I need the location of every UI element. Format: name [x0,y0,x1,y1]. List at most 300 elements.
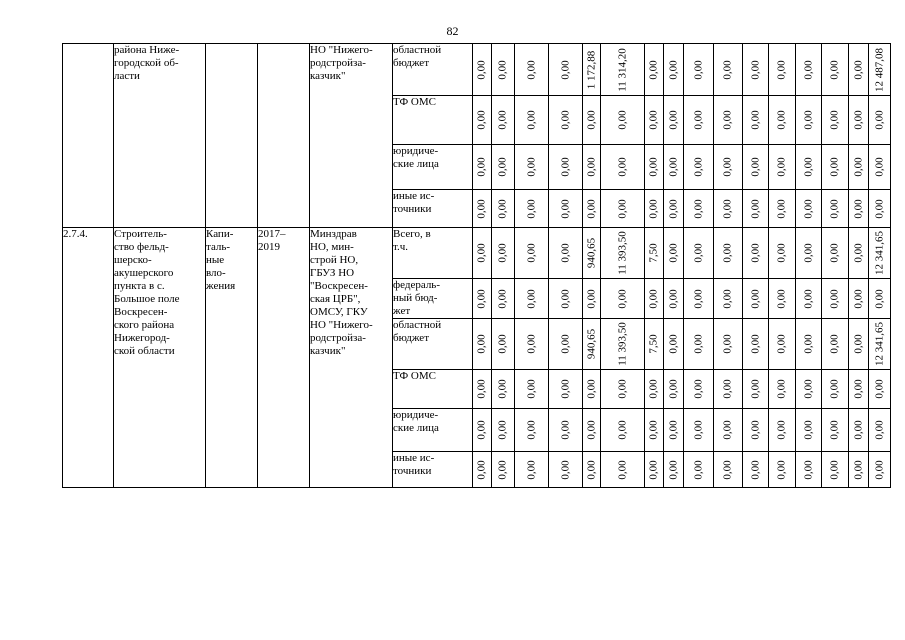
value-text: 0,00 [852,59,864,80]
value-cell [849,409,869,452]
value-text: 0,00 [721,459,734,480]
funding-source-cell: юридиче- ские лица [393,145,473,190]
value-text: 11 393,50 [616,322,628,366]
value-cell [684,228,714,279]
value-cell [664,279,684,319]
value-text: 0,00 [475,59,488,80]
funding-source-cell: иные ис- точники [393,452,473,488]
value-cell [822,370,849,409]
value-text: 0,00 [475,334,488,354]
value-text: 0,00 [692,59,704,80]
value-cell [473,279,492,319]
value-text: 0,00 [775,243,788,263]
value-cell [796,409,822,452]
value-cell [664,44,684,96]
value-cell [869,279,891,319]
value-cell [822,319,849,370]
value-text: 0,00 [616,110,628,130]
value-cell [849,370,869,409]
value-cell [664,370,684,409]
value-text: 0,00 [475,157,488,177]
type-cell [206,44,258,228]
budget-table [62,43,891,488]
value-cell [583,96,601,145]
value-text: 0,00 [692,379,704,399]
value-text: 0,00 [775,459,788,480]
value-text: 0,00 [585,110,597,130]
value-text: 0,00 [667,379,679,399]
value-cell [549,228,583,279]
value-text: 0,00 [585,198,597,219]
value-cell [473,452,492,488]
value-cell [473,190,492,228]
value-text: 11 314,20 [616,47,628,92]
value-text: 0,00 [647,59,660,80]
value-cell [601,145,645,190]
value-text: 0,00 [852,334,864,354]
value-cell [849,452,869,488]
value-text: 0,00 [828,157,841,177]
value-cell [769,145,796,190]
value-cell [664,452,684,488]
value-text: 0,00 [647,198,660,219]
value-text: 0,00 [616,379,628,399]
value-cell [601,190,645,228]
period-cell [258,44,310,228]
value-cell [822,452,849,488]
value-text: 0,00 [721,110,734,130]
value-cell [714,279,743,319]
value-cell [743,279,769,319]
value-text: 0,00 [559,157,571,177]
object-cell: Строитель- ство фельд- шерско- акушерского пункта в с. Большое поле Воскресен- ского района Нижегород- ской области [114,228,206,488]
value-cell [601,279,645,319]
value-cell [492,409,515,452]
value-text: 0,00 [667,157,679,177]
value-text: 0,00 [559,379,571,399]
value-text: 0,00 [647,420,660,440]
value-cell [549,145,583,190]
value-text: 0,00 [559,420,571,440]
value-text: 0,00 [775,157,788,177]
period-cell: 2017– 2019 [258,228,310,488]
value-cell [684,145,714,190]
value-cell [714,44,743,96]
value-cell [601,228,645,279]
value-cell [684,279,714,319]
value-cell [549,370,583,409]
funding-source-cell: иные ис- точники [393,190,473,228]
value-cell [714,452,743,488]
funding-source-cell: ТФ ОМС [393,370,473,409]
value-text: 0,00 [667,288,679,309]
value-cell [601,44,645,96]
value-text: 0,00 [802,157,814,177]
value-text: 0,00 [496,334,509,354]
value-cell [515,228,549,279]
value-cell [664,145,684,190]
executor-cell: НО "Нижего- родстройза- казчик" [310,44,393,228]
value-cell [714,319,743,370]
table-row [63,44,891,96]
value-cell [601,96,645,145]
value-text: 0,00 [667,420,679,440]
value-cell [549,96,583,145]
value-cell [849,44,869,96]
value-cell [743,409,769,452]
value-cell [796,370,822,409]
value-cell [583,228,601,279]
value-cell [822,279,849,319]
value-cell [684,409,714,452]
value-cell [743,190,769,228]
value-cell [492,44,515,96]
value-text: 0,00 [802,459,814,480]
value-text: 0,00 [852,420,864,440]
value-cell [583,452,601,488]
value-text: 0,00 [802,243,814,263]
value-cell [492,452,515,488]
value-text: 0,00 [692,334,704,354]
value-cell [869,409,891,452]
value-text: 12 487,08 [873,47,885,92]
value-text: 0,00 [721,59,734,80]
value-cell [473,96,492,145]
value-cell [869,190,891,228]
value-cell [583,44,601,96]
value-text: 0,00 [775,379,788,399]
value-cell [515,44,549,96]
value-text: 0,00 [802,110,814,130]
value-text: 0,00 [585,420,597,440]
value-text: 0,00 [749,243,761,263]
value-cell [822,145,849,190]
value-text: 0,00 [749,379,761,399]
value-text: 0,00 [721,157,734,177]
value-cell [714,145,743,190]
value-text: 0,00 [828,420,841,440]
value-text: 0,00 [496,379,509,399]
value-cell [822,96,849,145]
value-text: 12 341,65 [873,322,885,366]
value-text: 0,00 [828,459,841,480]
value-text: 940,65 [585,328,597,360]
value-text: 0,00 [559,288,571,309]
value-text: 0,00 [749,59,761,80]
value-text: 0,00 [873,288,885,309]
funding-source-cell: областной бюджет [393,319,473,370]
value-text: 0,00 [692,288,704,309]
funding-source-cell: Всего, в т.ч. [393,228,473,279]
value-cell [743,452,769,488]
value-cell [664,409,684,452]
value-text: 0,00 [802,420,814,440]
value-cell [769,96,796,145]
value-cell [684,319,714,370]
value-text: 0,00 [525,157,537,177]
value-cell [684,452,714,488]
value-cell [869,319,891,370]
value-text: 0,00 [667,110,679,130]
value-text: 11 393,50 [616,231,628,275]
value-cell [796,190,822,228]
value-text: 0,00 [802,334,814,354]
value-text: 0,00 [749,157,761,177]
value-text: 0,00 [525,59,537,80]
value-cell [769,279,796,319]
value-text: 0,00 [475,243,488,263]
value-cell [473,409,492,452]
value-cell [869,452,891,488]
value-text: 0,00 [721,198,734,219]
value-cell [743,44,769,96]
value-cell [796,319,822,370]
value-cell [796,44,822,96]
value-cell [601,409,645,452]
value-cell [849,228,869,279]
value-text: 0,00 [692,420,704,440]
value-text: 0,00 [647,157,660,177]
value-cell [601,370,645,409]
value-text: 0,00 [475,110,488,130]
value-text: 0,00 [775,59,788,80]
value-cell [645,370,664,409]
value-text: 0,00 [828,334,841,354]
value-cell [769,319,796,370]
value-text: 0,00 [496,110,509,130]
value-cell [869,370,891,409]
value-cell [473,228,492,279]
value-text: 0,00 [616,157,628,177]
value-text: 0,00 [721,420,734,440]
value-cell [492,190,515,228]
value-text: 0,00 [616,198,628,219]
value-text: 0,00 [802,288,814,309]
value-cell [849,279,869,319]
value-text: 0,00 [852,157,864,177]
value-cell [769,44,796,96]
value-cell [769,409,796,452]
value-cell [583,145,601,190]
value-text: 0,00 [667,334,679,354]
value-text: 0,00 [525,459,537,480]
value-cell [769,228,796,279]
value-cell [684,44,714,96]
value-text: 0,00 [852,198,864,219]
value-text: 0,00 [828,110,841,130]
value-cell [601,452,645,488]
value-text: 0,00 [775,334,788,354]
value-cell [849,96,869,145]
value-text: 0,00 [667,59,679,80]
value-text: 0,00 [873,420,885,440]
value-cell [549,279,583,319]
value-text: 940,65 [585,237,597,269]
value-cell [796,452,822,488]
value-cell [869,145,891,190]
value-text: 0,00 [525,288,537,309]
value-text: 0,00 [721,288,734,309]
value-text: 0,00 [749,459,761,480]
value-text: 1 172,88 [585,50,597,89]
value-cell [515,370,549,409]
value-cell [714,190,743,228]
value-text: 0,00 [852,110,864,130]
value-text: 0,00 [559,243,571,263]
value-cell [645,409,664,452]
value-text: 7,50 [647,243,660,263]
value-text: 0,00 [828,288,841,309]
value-text: 0,00 [852,243,864,263]
value-text: 0,00 [496,59,509,80]
value-cell [822,190,849,228]
funding-source-cell: ТФ ОМС [393,96,473,145]
value-text: 0,00 [647,288,660,309]
value-text: 0,00 [616,288,628,309]
value-cell [549,190,583,228]
value-text: 0,00 [667,459,679,480]
value-cell [869,228,891,279]
value-text: 0,00 [692,110,704,130]
value-text: 0,00 [475,420,488,440]
value-cell [714,96,743,145]
value-cell [583,319,601,370]
value-text: 0,00 [559,198,571,219]
value-cell [549,44,583,96]
value-text: 0,00 [496,243,509,263]
table-row [63,228,891,279]
value-text: 0,00 [692,243,704,263]
value-text: 0,00 [802,379,814,399]
funding-source-cell: федераль- ный бюд- жет [393,279,473,319]
value-text: 0,00 [721,379,734,399]
value-cell [473,370,492,409]
value-cell [743,370,769,409]
value-cell [549,409,583,452]
value-cell [714,370,743,409]
value-cell [492,319,515,370]
value-cell [583,370,601,409]
value-text: 0,00 [475,459,488,480]
value-text: 0,00 [585,459,597,480]
type-cell: Капи- таль- ные вло- жения [206,228,258,488]
value-cell [645,44,664,96]
value-text: 0,00 [667,198,679,219]
value-text: 0,00 [559,334,571,354]
value-cell [796,279,822,319]
funding-source-cell: юридиче- ские лица [393,409,473,452]
value-cell [645,279,664,319]
value-cell [645,228,664,279]
value-text: 0,00 [828,243,841,263]
value-cell [849,145,869,190]
value-cell [473,145,492,190]
value-text: 0,00 [749,334,761,354]
value-cell [515,409,549,452]
value-cell [769,370,796,409]
value-text: 0,00 [667,243,679,263]
value-cell [549,452,583,488]
value-text: 0,00 [585,288,597,309]
executor-cell: Минздрав НО, мин- строй НО, ГБУЗ НО "Воскресен- ская ЦРБ", ОМСУ, ГКУ НО "Нижего- родстройза- казчик" [310,228,393,488]
value-text: 0,00 [647,379,660,399]
value-cell [743,145,769,190]
value-text: 0,00 [802,59,814,80]
value-text: 0,00 [692,198,704,219]
value-text: 0,00 [525,243,537,263]
value-text: 0,00 [647,459,660,480]
value-text: 0,00 [775,288,788,309]
value-cell [664,96,684,145]
value-cell [796,96,822,145]
value-cell [684,190,714,228]
value-text: 0,00 [559,110,571,130]
value-cell [583,190,601,228]
value-text: 0,00 [475,198,488,219]
value-cell [583,409,601,452]
value-cell [473,319,492,370]
value-text: 0,00 [525,110,537,130]
value-cell [796,228,822,279]
value-cell [714,228,743,279]
value-cell [869,96,891,145]
value-text: 0,00 [802,198,814,219]
value-cell [822,228,849,279]
value-text: 0,00 [496,198,509,219]
value-cell [645,190,664,228]
value-cell [492,96,515,145]
value-text: 0,00 [873,459,885,480]
value-cell [664,319,684,370]
value-cell [473,44,492,96]
value-text: 0,00 [559,459,571,480]
value-cell [515,319,549,370]
value-cell [601,319,645,370]
value-text: 0,00 [585,157,597,177]
value-text: 0,00 [852,459,864,480]
value-text: 0,00 [525,420,537,440]
value-cell [822,44,849,96]
value-cell [822,409,849,452]
value-cell [515,452,549,488]
value-text: 0,00 [496,288,509,309]
value-cell [684,370,714,409]
value-cell [664,228,684,279]
value-cell [869,44,891,96]
value-cell [515,145,549,190]
value-text: 7,50 [647,334,660,354]
value-cell [515,279,549,319]
value-text: 0,00 [873,110,885,130]
value-text: 0,00 [749,420,761,440]
value-text: 0,00 [525,334,537,354]
value-text: 0,00 [749,198,761,219]
value-cell [769,452,796,488]
value-text: 0,00 [873,157,885,177]
value-text: 0,00 [692,459,704,480]
value-cell [515,96,549,145]
page-number: 82 [446,24,459,38]
value-text: 0,00 [775,420,788,440]
value-text: 0,00 [496,157,509,177]
value-text: 12 341,65 [873,231,885,275]
value-cell [714,409,743,452]
number-cell [63,44,114,228]
value-text: 0,00 [749,288,761,309]
value-cell [492,370,515,409]
object-cell: района Ниже- городской об- ласти [114,44,206,228]
value-text: 0,00 [559,59,571,80]
